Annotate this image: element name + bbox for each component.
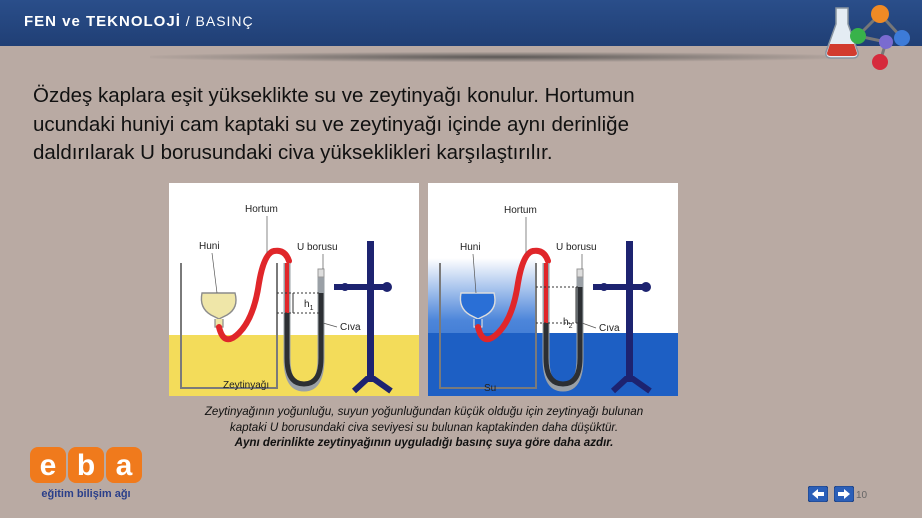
label-hortum: Hortum: [504, 205, 537, 216]
arrow-left-icon[interactable]: [808, 486, 828, 502]
label-liquid: Su: [484, 383, 497, 394]
science-molecule-icon: [822, 2, 912, 70]
caption-line-2: kaptaki U borusundaki civa seviyesi su bulunan kaptakinden daha düşüktür.: [229, 420, 619, 434]
caption-line-3: Aynı derinlikte zeytinyağının uyguladığı basınç suya göre daha azdır.: [234, 436, 614, 449]
title-separator: /: [180, 13, 196, 29]
figure-caption: [170, 404, 678, 451]
topic-label: BASINÇ: [195, 13, 254, 29]
arrow-right-icon[interactable]: [834, 486, 854, 502]
label-hortum: Hortum: [245, 204, 278, 215]
label-civa: Cıva: [340, 322, 361, 333]
label-h: $h_2$: [563, 317, 573, 330]
svg-text:e: e: [39, 449, 57, 482]
eba-tagline: eğitim bilişim ağı: [41, 488, 131, 500]
description-text: Özdeş kaplara eşit yükseklikte su ve zeytinyağı konulur. Hortumun ucundaki huniyi cam kaptaki su ve zeytinyağı içinde aynı derinliğe daldırılarak U borusundaki civa yükseklikleri karşılaştırılır.: [33, 84, 635, 164]
page-title: [24, 13, 254, 30]
label-u-borusu: U borusu: [556, 242, 597, 253]
header-bar: [0, 0, 922, 46]
header-shadow: [150, 52, 850, 62]
label-civa: Cıva: [599, 323, 620, 334]
eba-logo: [30, 447, 148, 501]
subject-label: FEN ve TEKNOLOJİ: [24, 13, 181, 30]
svg-text:a: a: [115, 449, 133, 482]
experiment-figure-oil: [169, 183, 419, 396]
experiment-figure-water: [428, 183, 678, 396]
label-huni: Huni: [199, 241, 220, 252]
caption-line-1: Zeytinyağının yoğunluğu, suyun yoğunluğundan küçük olduğu için zeytinyağı bulunan: [204, 405, 644, 418]
page-number: 10: [856, 490, 868, 501]
svg-text:b: b: [76, 449, 96, 482]
label-liquid: Zeytinyağı: [223, 380, 270, 391]
label-h: $h_1$: [304, 299, 314, 312]
label-u-borusu: U borusu: [297, 242, 338, 253]
label-huni: Huni: [460, 242, 481, 253]
